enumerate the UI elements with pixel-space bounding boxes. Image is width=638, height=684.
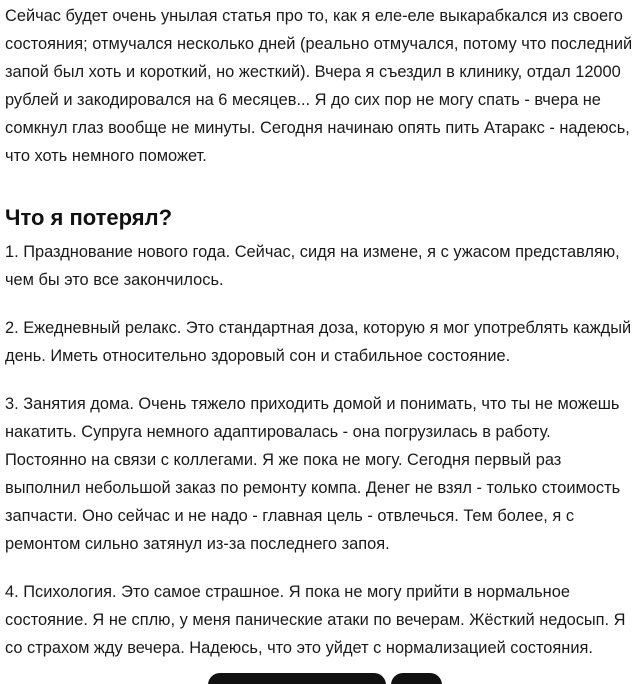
floating-secondary-button[interactable] (391, 673, 442, 684)
floating-action-button[interactable] (208, 673, 386, 684)
list-item: 1. Празднование нового года. Сейчас, сидя на измене, я с ужасом представляю, чем бы это все закончилось. (5, 243, 620, 289)
list-item: 4. Психология. Это самое страшное. Я пока не могу прийти в нормальное состояние. Я не сплю, у меня панические атаки по вечерам. Жёсткий недосып. Я со страхом жду вечера. Надеюсь, что это уйдет с нормализацией состояния. (5, 583, 626, 657)
intro-paragraph: Сейчас будет очень унылая статья про то, как я еле-еле выкарабкался из своего состояния; отмучался несколько дней (реально отмучался, потому что последний запой был хоть и короткий, но жесткий). Вчера я съездил в клинику, отдал 12000 рублей и закодировался на 6 месяцев... Я до сих пор не могу спать - вчера не сомкнул глаз вообще не минуты. Сегодня начинаю опять пить Атаракс - надеюсь, что хоть немного поможет. (5, 7, 633, 165)
list-item: 2. Ежедневный релакс. Это стандартная доза, которую я мог употреблять каждый день. Иметь относительно здоровый сон и стабильное состояние. (5, 319, 632, 365)
floating-action-bar (208, 673, 442, 684)
section-heading: Что я потерял? (5, 205, 173, 230)
list-item: 3. Занятия дома. Очень тяжело приходить домой и понимать, что ты не можешь накатить. Супруга немного адаптировалась - она погрузилась в работу. Постоянно на связи с коллегами. Я же пока не могу. Сегодня первый раз выполнил небольшой заказ по ремонту компа. Денег не взял - только стоимость запчасти. Оно сейчас и не надо - главная цель - отвлечься. Тем более, я с ремонтом сильно затянул из-за последнего запоя. (5, 395, 621, 553)
